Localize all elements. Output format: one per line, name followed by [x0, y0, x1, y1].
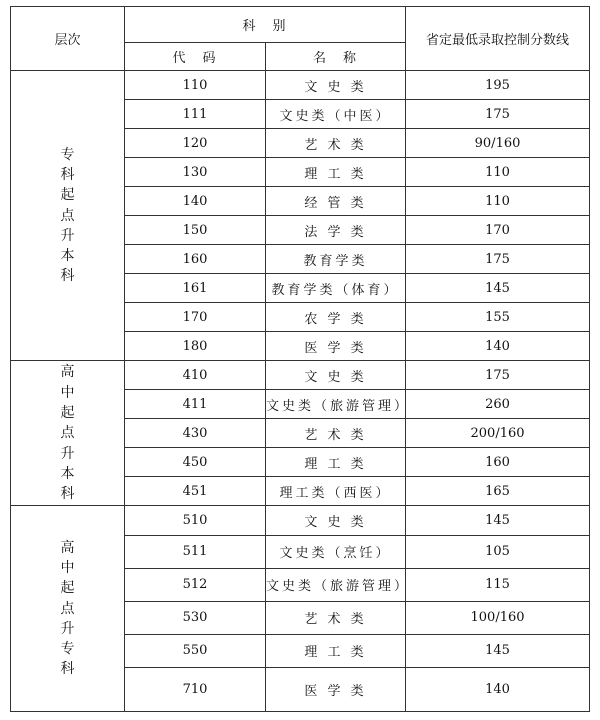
score-cell: 260 [406, 390, 590, 419]
name-cell: 农 学 类 [266, 303, 406, 332]
group-label-char: 本 [60, 465, 75, 482]
header-code: 代 码 [125, 43, 266, 71]
group-label [11, 71, 125, 361]
name-cell: 理工类（西医） [266, 477, 406, 506]
group-label-char: 科 [60, 166, 75, 183]
score-cell: 140 [406, 667, 590, 711]
name-cell: 医 学 类 [266, 332, 406, 361]
score-cell: 175 [406, 245, 590, 274]
score-cell: 160 [406, 448, 590, 477]
admission-score-table [10, 6, 590, 712]
score-cell: 145 [406, 506, 590, 535]
group-label-char: 升 [60, 620, 75, 637]
group-label-char: 点 [60, 207, 75, 224]
header-score: 省定最低录取控制分数线 [406, 7, 590, 71]
name-cell: 文史类（旅游管理） [266, 390, 406, 419]
code-cell: 450 [125, 448, 266, 477]
group-label-char: 起 [60, 404, 75, 421]
code-cell: 110 [125, 71, 266, 100]
code-cell: 161 [125, 274, 266, 303]
name-cell: 经 管 类 [266, 187, 406, 216]
score-cell: 145 [406, 634, 590, 667]
score-cell: 165 [406, 477, 590, 506]
score-cell: 175 [406, 361, 590, 390]
code-cell: 430 [125, 419, 266, 448]
score-cell: 110 [406, 187, 590, 216]
name-cell: 医 学 类 [266, 667, 406, 711]
group-label-char: 中 [60, 559, 75, 576]
name-cell: 理 工 类 [266, 634, 406, 667]
table-body [11, 71, 590, 712]
score-cell: 170 [406, 216, 590, 245]
name-cell: 文 史 类 [266, 361, 406, 390]
name-cell: 艺 术 类 [266, 419, 406, 448]
name-cell: 文史类（中医） [266, 100, 406, 129]
code-cell: 150 [125, 216, 266, 245]
table-row [11, 71, 590, 100]
group-label-char: 中 [60, 384, 75, 401]
score-cell: 105 [406, 535, 590, 568]
code-cell: 130 [125, 158, 266, 187]
group-label-char: 高 [60, 539, 75, 556]
group-label-char: 升 [60, 445, 75, 462]
group-label-char: 起 [60, 187, 75, 204]
name-cell: 艺 术 类 [266, 601, 406, 634]
code-cell: 160 [125, 245, 266, 274]
group-label-char: 本 [60, 248, 75, 265]
table-row [11, 361, 590, 390]
score-cell: 100/160 [406, 601, 590, 634]
code-cell: 512 [125, 568, 266, 601]
group-label-char: 科 [60, 268, 75, 285]
name-cell: 理 工 类 [266, 158, 406, 187]
group-label-char: 专 [60, 641, 75, 658]
score-cell: 195 [406, 71, 590, 100]
name-cell: 教育学类（体育） [266, 274, 406, 303]
code-cell: 550 [125, 634, 266, 667]
code-cell: 451 [125, 477, 266, 506]
group-label-char: 专 [60, 146, 75, 163]
name-cell: 文史类（旅游管理） [266, 568, 406, 601]
group-label [11, 361, 125, 506]
group-label-char: 科 [60, 661, 75, 678]
name-cell: 理 工 类 [266, 448, 406, 477]
code-cell: 411 [125, 390, 266, 419]
code-cell: 180 [125, 332, 266, 361]
name-cell: 文 史 类 [266, 71, 406, 100]
score-cell: 90/160 [406, 129, 590, 158]
group-label-char: 科 [60, 486, 75, 503]
name-cell: 教育学类 [266, 245, 406, 274]
score-cell: 200/160 [406, 419, 590, 448]
code-cell: 170 [125, 303, 266, 332]
code-cell: 511 [125, 535, 266, 568]
group-label-char: 高 [60, 364, 75, 381]
header-subject: 科 别 [125, 7, 406, 43]
code-cell: 410 [125, 361, 266, 390]
score-cell: 145 [406, 274, 590, 303]
code-cell: 140 [125, 187, 266, 216]
score-cell: 115 [406, 568, 590, 601]
code-cell: 510 [125, 506, 266, 535]
code-cell: 120 [125, 129, 266, 158]
group-label-char: 起 [60, 580, 75, 597]
group-label-char: 升 [60, 227, 75, 244]
code-cell: 710 [125, 667, 266, 711]
header-level: 层次 [11, 7, 125, 71]
code-cell: 111 [125, 100, 266, 129]
name-cell: 法 学 类 [266, 216, 406, 245]
header-row-1 [11, 7, 590, 43]
score-cell: 175 [406, 100, 590, 129]
name-cell: 文 史 类 [266, 506, 406, 535]
score-cell: 110 [406, 158, 590, 187]
code-cell: 530 [125, 601, 266, 634]
table-row [11, 506, 590, 535]
name-cell: 艺 术 类 [266, 129, 406, 158]
group-label-char: 点 [60, 425, 75, 442]
group-label-char: 点 [60, 600, 75, 617]
group-label [11, 506, 125, 712]
name-cell: 文史类（烹饪） [266, 535, 406, 568]
header-name: 名 称 [266, 43, 406, 71]
score-cell: 140 [406, 332, 590, 361]
score-cell: 155 [406, 303, 590, 332]
